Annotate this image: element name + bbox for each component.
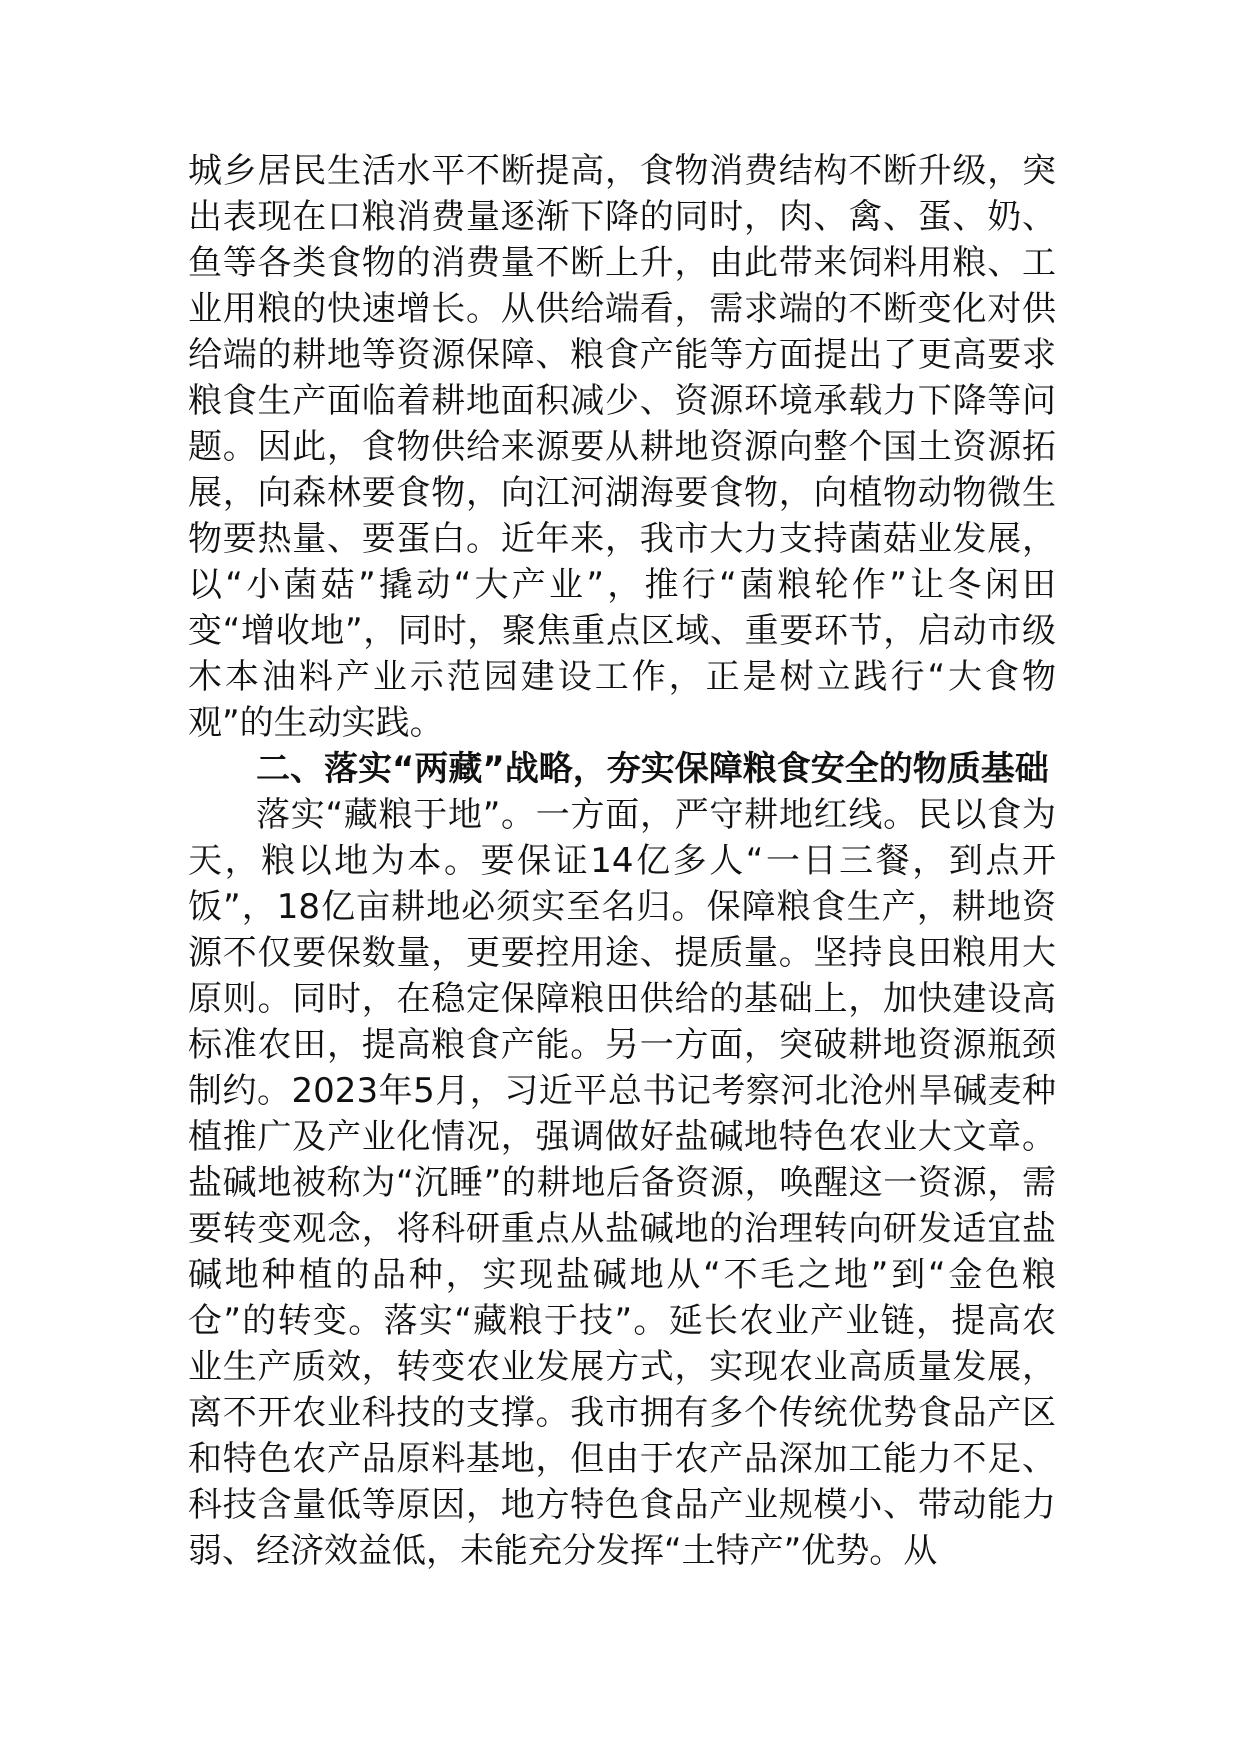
paragraph-land-technology: 落实“藏粮于地”。一方面，严守耕地红线。民以食为天，粮以地为本。要保证14亿多人“一日三餐，到点开饭”，18亿亩耕地必须实至名归。保障粮食生产，耕地资源不仅要保数量，更要控用途、提质量。坚持良田粮用大原则。同时，在稳定保障粮田供给的基础上，加快建设高标准农田，提高粮食产能。另一方面，突破耕地资源瓶颈制约。2023年5月，习近平总书记考察河北沧州旱碱麦种植推广及产业化情况，强调做好盐碱地特色农业大文章。盐碱地被称为“沉睡”的耕地后备资源，唤醒这一资源，需要转变观念，将科研重点从盐碱地的治理转向研发适宜盐碱地种植的品种，实现盐碱地从“不毛之地”到“金色粮仓”的转变。落实“藏粮于技”。延长农业产业链，提高农业生产质效，转变农业发展方式，实现农业高质量发展，离不开农业科技的支撑。我市拥有多个传统优势食品产区和特色农产品原料基地，但由于农产品深加工能力不足、科技含量低等原因，地方特色食品产业规模小、带动能力弱、经济效益低，未能充分发挥“土特产”优势。从 [188, 795, 1056, 1571]
section-heading-two: 二、落实“两藏”战略，夯实保障粮食安全的物质基础 [256, 749, 1049, 789]
paragraph-food-consumption: 城乡居民生活水平不断提高，食物消费结构不断升级，突出表现在口粮消费量逐渐下降的同时，肉、禽、蛋、奶、鱼等各类食物的消费量不断上升，由此带来饲料用粮、工业用粮的快速增长。从供给端看，需求端的不断变化对供给端的耕地等资源保障、粮食产能等方面提出了更高要求粮食生产面临着耕地面积减少、资源环境承载力下降等问题。因此，食物供给来源要从耕地资源向整个国土资源拓展，向森林要食物，向江河湖海要食物，向植物动物微生物要热量、要蛋白。近年来，我市大力支持菌菇业发展，以“小菌菇”撬动“大产业”，推行“菌粮轮作”让冬闲田变“增收地”，同时，聚焦重点区域、重要环节，启动市级木本油料产业示范园建设工作，正是树立践行“大食物观”的生动实践。 [188, 151, 1056, 743]
document-body [188, 148, 1056, 1574]
